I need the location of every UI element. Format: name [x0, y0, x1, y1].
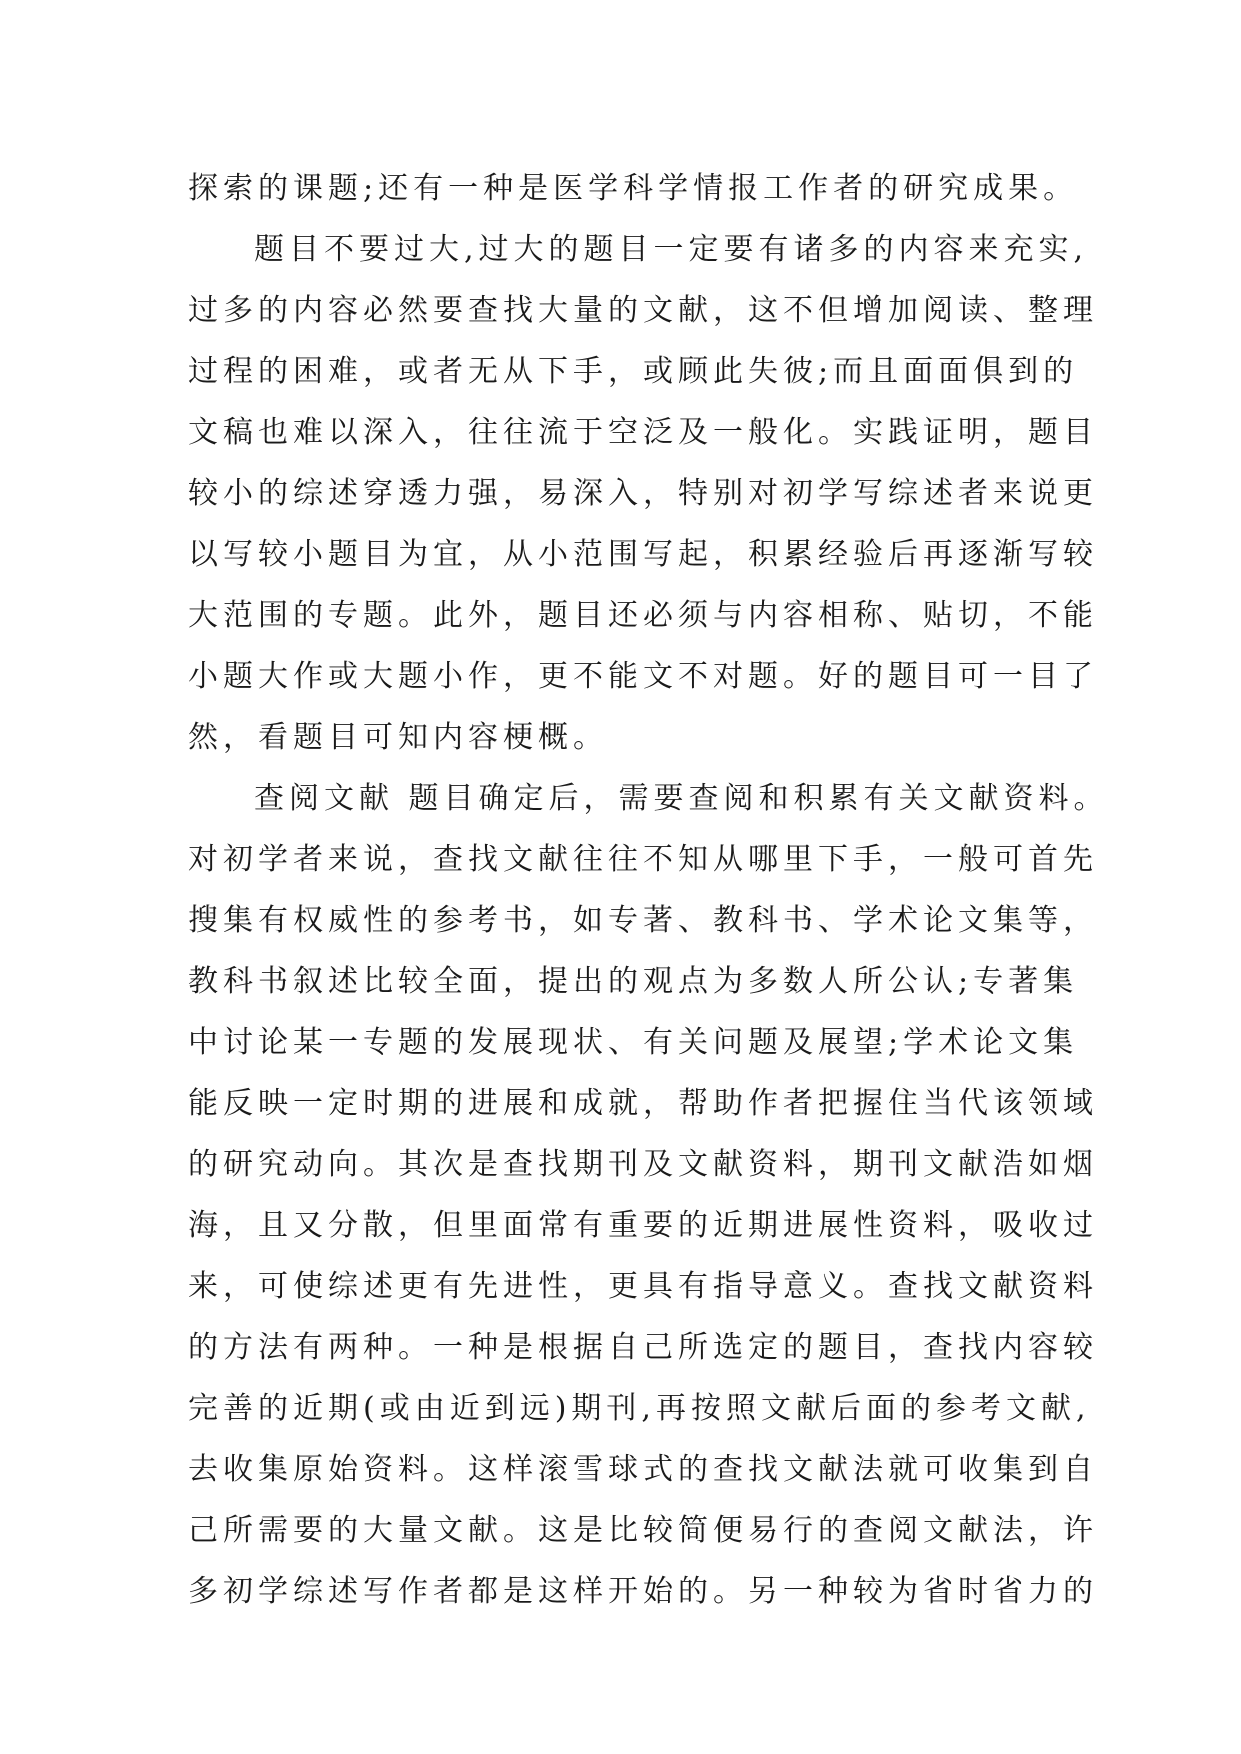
text-line: 完善的近期(或由近到远)期刊,再按照文献后面的参考文献,: [188, 1391, 1091, 1426]
text-line: 的研究动向。其次是查找期刊及文献资料，期刊文献浩如烟: [188, 1147, 1098, 1182]
text-line: 大范围的专题。此外，题目还必须与内容相称、贴切，不能: [188, 598, 1098, 633]
text-line: 己所需要的大量文献。这是比较简便易行的查阅文献法，许: [188, 1513, 1098, 1548]
text-line: 搜集有权威性的参考书，如专著、教科书、学术论文集等，: [188, 903, 1098, 938]
text-line: 过程的困难，或者无从下手，或顾此失彼;而且面面俱到的: [188, 354, 1079, 389]
text-line: 小题大作或大题小作，更不能文不对题。好的题目可一目了: [188, 659, 1098, 694]
text-line: 较小的综述穿透力强，易深入，特别对初学写综述者来说更: [188, 476, 1098, 511]
text-line: 教科书叙述比较全面，提出的观点为多数人所公认;专著集: [188, 964, 1079, 999]
text-line: 多初学综述写作者都是这样开始的。另一种较为省时省力的: [188, 1574, 1098, 1609]
body-text: [188, 158, 1109, 1622]
text-line: 来，可使综述更有先进性，更具有指导意义。查找文献资料: [188, 1269, 1098, 1304]
text-line: 海，且又分散，但里面常有重要的近期进展性资料，吸收过: [188, 1208, 1098, 1243]
text-line: 对初学者来说，查找文献往往不知从哪里下手，一般可首先: [188, 842, 1098, 877]
text-line: 中讨论某一专题的发展现状、有关问题及展望;学术论文集: [188, 1025, 1079, 1060]
text-line: 的方法有两种。一种是根据自己所选定的题目，查找内容较: [188, 1330, 1098, 1365]
text-line: 能反映一定时期的进展和成就，帮助作者把握住当代该领域: [188, 1086, 1098, 1121]
text-line: 文稿也难以深入，往往流于空泛及一般化。实践证明，题目: [188, 415, 1098, 450]
text-line: 过多的内容必然要查找大量的文献，这不但增加阅读、整理: [188, 293, 1098, 328]
text-line: 探索的课题;还有一种是医学科学情报工作者的研究成果。: [188, 171, 1079, 206]
paragraph-start-line: 题目不要过大,过大的题目一定要有诸多的内容来充实,: [254, 232, 1089, 267]
text-line: 去收集原始资料。这样滚雪球式的查找文献法就可收集到自: [188, 1452, 1098, 1487]
paragraph-start-line: 查阅文献 题目确定后，需要查阅和积累有关文献资料。: [254, 781, 1109, 816]
text-line: 然，看题目可知内容梗概。: [188, 720, 608, 755]
text-line: 以写较小题目为宜，从小范围写起，积累经验后再逐渐写较: [188, 537, 1098, 572]
